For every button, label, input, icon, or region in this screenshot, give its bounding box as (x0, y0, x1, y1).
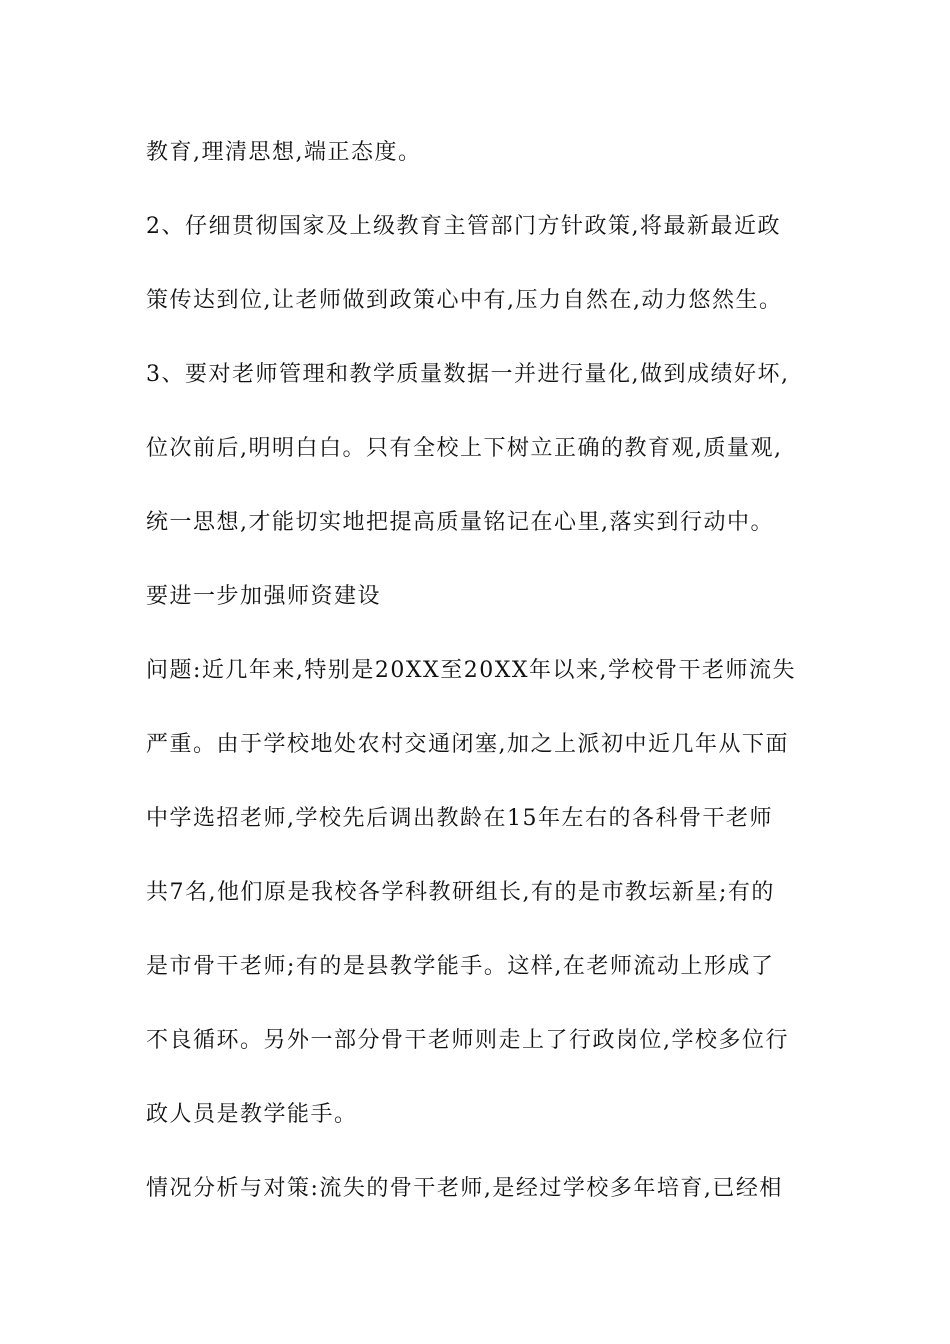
paragraph-line-4: 3、要对老师管理和教学质量数据一并进行量化,做到成绩好坏, (146, 362, 790, 387)
paragraph-line-14: 政人员是教学能手。 (146, 1102, 358, 1127)
section-heading: 要进一步加强师资建设 (146, 584, 382, 609)
paragraph-line-8: 问题:近几年来,特别是20XX至20XX年以来,学校骨干老师流失 (146, 658, 797, 683)
paragraph-line-12: 是市骨干老师;有的是县教学能手。这样,在老师流动上形成了 (146, 954, 775, 979)
paragraph-line-2: 2、仔细贯彻国家及上级教育主管部门方针政策,将最新最近政 (146, 214, 781, 239)
paragraph-line-10: 中学选招老师,学校先后调出教龄在15年左右的各科骨干老师 (146, 806, 773, 831)
paragraph-line-5: 位次前后,明明白白。只有全校上下树立正确的教育观,质量观, (146, 436, 783, 461)
paragraph-line-6: 统一思想,才能切实地把提高质量铭记在心里,落实到行动中。 (146, 510, 774, 535)
paragraph-line-11: 共7名,他们原是我校各学科教研组长,有的是市教坛新星;有的 (146, 880, 775, 905)
paragraph-line-15: 情况分析与对策:流失的骨干老师,是经过学校多年培育,已经相 (146, 1176, 783, 1201)
paragraph-line-13: 不良循环。另外一部分骨干老师则走上了行政岗位,学校多位行 (146, 1028, 789, 1053)
paragraph-line-1: 教育,理清思想,端正态度。 (146, 140, 422, 165)
paragraph-line-9: 严重。由于学校地处农村交通闭塞,加之上派初中近几年从下面 (146, 732, 789, 757)
paragraph-line-3: 策传达到位,让老师做到政策心中有,压力自然在,动力悠然生。 (146, 288, 783, 313)
